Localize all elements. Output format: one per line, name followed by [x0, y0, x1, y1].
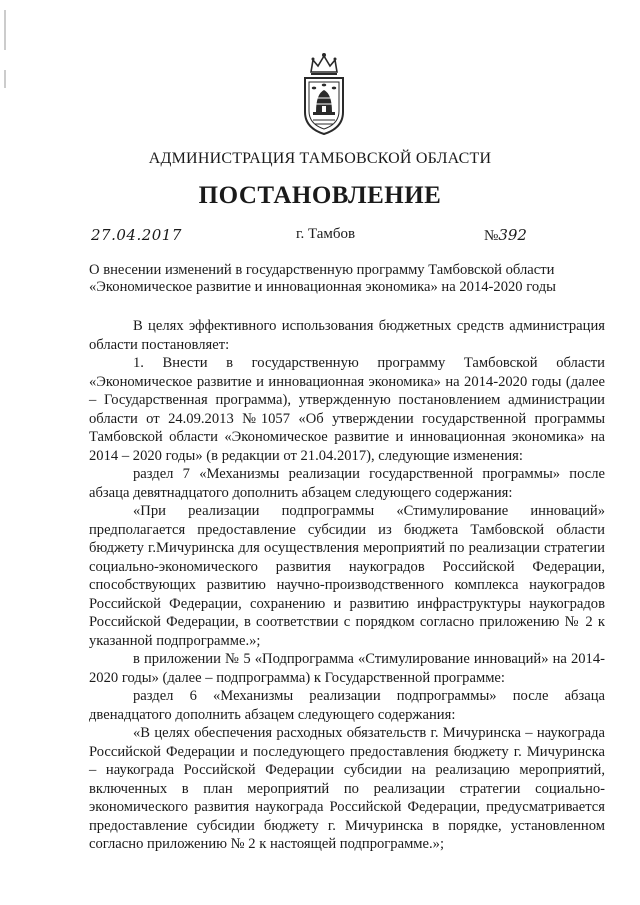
body-paragraph: в приложении № 5 «Подпрограмма «Стимулирование инноваций» на 2014-2020 годы» (далее – подпрограмма) к Государственной программе:	[89, 651, 605, 686]
number-value: 392	[498, 226, 527, 244]
scan-mark	[4, 70, 6, 88]
scan-mark	[4, 10, 6, 50]
document-city: г. Тамбов	[296, 226, 356, 242]
body-paragraph: 1. Внести в государственную программу Тамбовской области «Экономическое развитие и инновационная экономика» на 2014-2020 годы (далее – Государственная программа), утвержденную постановлением администрации области от 24.09.2013 №1057 «Об утверждении государственной программы Тамбовской области «Экономическое развитие и инновационная экономика» на 2014 – 2020 годы» (в редакции от 21.04.2017), следующие изменения:	[89, 355, 605, 464]
document-date: 27.04.2017	[91, 226, 182, 244]
body-paragraph: «В целях обеспечения расходных обязательств г. Мичуринска – наукограда Российской Федерации и последующего предоставления бюджету г. Мичуринска – наукограда Российской Федерации субсидии на реализацию мероприятий, включенных в план мероприятий по реализации стратегии социально-экономического развития наукограда Российской Федерации, предусматривается предоставление субсидии бюджету г. Мичуринска в порядке, установленном согласно приложению № 2 к настоящей подпрограмме.»;	[89, 725, 605, 852]
body-paragraph: раздел 7 «Механизмы реализации государственной программы» после абзаца девятнадцатого дополнить абзацем следующего содержания:	[89, 466, 605, 501]
body-paragraph: «При реализации подпрограммы «Стимулирование инноваций» предполагается предоставление субсидии из бюджета Тамбовской области бюджету г.Мичуринска для осуществления мероприятий по реализации стратегии социально-экономического развития наукоградов Российской Федерации, способствующих развитию научно-производственного комплекса наукоградов Российской Федерации, сохранению и развитию инфраструктуры наукоградов Российской Федерации, в соответствии с порядком согласно приложению № 2 к указанной подпрограмме.»;	[89, 503, 605, 649]
document-subject: О внесении изменений в государственную программу Тамбовской области «Экономическое развитие и инновационная экономика» на 2014-2020 годы	[89, 262, 556, 295]
document-body	[89, 317, 605, 854]
document-number	[484, 226, 527, 245]
number-prefix: №	[484, 228, 499, 244]
body-paragraph: раздел 6 «Механизмы реализации подпрограммы» после абзаца двенадцатого дополнить абзацем следующего содержания:	[89, 688, 605, 723]
body-paragraph: В целях эффективного использования бюджетных средств администрация области постановляет:	[89, 318, 605, 353]
document-type: ПОСТАНОВЛЕНИЕ	[198, 182, 442, 209]
agency-name: АДМИНИСТРАЦИЯ ТАМБОВСКОЙ ОБЛАСТИ	[148, 150, 492, 167]
tambov-coat-of-arms-icon	[299, 50, 349, 136]
